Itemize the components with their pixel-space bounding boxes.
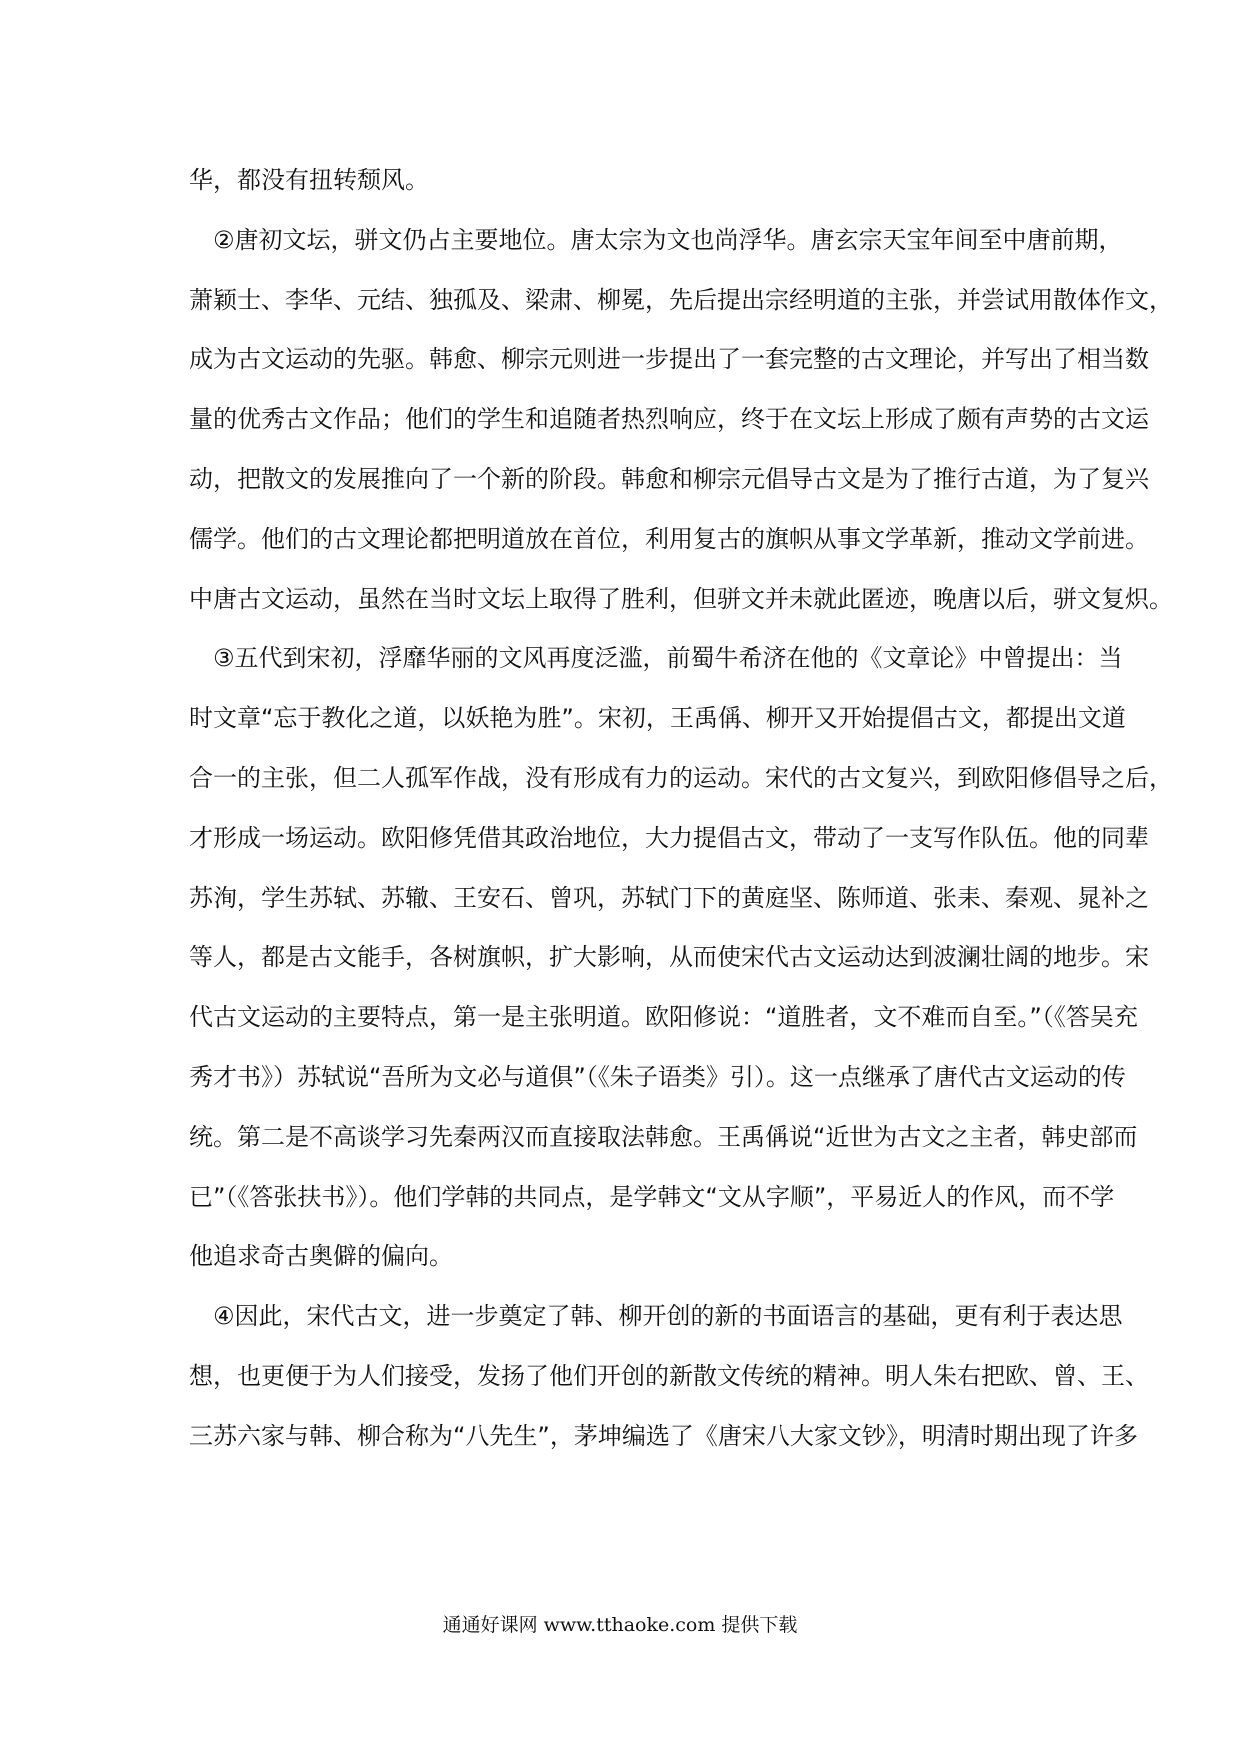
text-line: 动，把散文的发展推向了一个新的阶段。韩愈和柳宗元倡导古文是为了推行古道，为了复兴	[189, 464, 1149, 493]
text-line: 苏洵，学生苏轼、苏辙、王安石、曾巩，苏轼门下的黄庭坚、陈师道、张耒、秦观、晁补之	[189, 883, 1149, 912]
text-line: 萧颖士、李华、元结、独孤及、梁肃、柳冕，先后提出宗经明道的主张，并尝试用散体作文，	[189, 285, 1173, 314]
text-line: 等人，都是古文能手，各树旗帜，扩大影响，从而使宋代古文运动达到波澜壮阔的地步。宋	[189, 943, 1149, 972]
text-line: 他追求奇古奥僻的偏向。	[189, 1242, 453, 1271]
text-line: 代古文运动的主要特点，第一是主张明道。欧阳修说：“道胜者，文不难而自至。”（《答吴充	[189, 1003, 1138, 1032]
text-line: ④因此，宋代古文，进一步奠定了韩、柳开创的新的书面语言的基础，更有利于表达思	[189, 1302, 1123, 1331]
text-line: 三苏六家与韩、柳合称为“八先生”，茅坤编选了《唐宋八大家文钞》，明清时期出现了许多	[189, 1421, 1138, 1450]
text-line: 秀才书》）苏轼说“吾所为文必与道俱”（《朱子语类》引）。这一点继承了唐代古文运动的传	[189, 1062, 1126, 1091]
text-line: 儒学。他们的古文理论都把明道放在首位，利用复古的旗帜从事文学革新，推动文学前进。	[189, 524, 1149, 553]
text-line: 时文章“忘于教化之道，以妖艳为胜”。宋初，王禹偁、柳开又开始提倡古文，都提出文道	[189, 704, 1126, 733]
text-line: 成为古文运动的先驱。韩愈、柳宗元则进一步提出了一套完整的古文理论，并写出了相当数	[189, 345, 1149, 374]
text-line: 合一的主张，但二人孤军作战，没有形成有力的运动。宋代的古文复兴，到欧阳修倡导之后，	[189, 763, 1173, 792]
text-line: 量的优秀古文作品；他们的学生和追随者热烈响应，终于在文坛上形成了颇有声势的古文运	[189, 405, 1149, 434]
text-line: 统。第二是不高谈学习先秦两汉而直接取法韩愈。王禹偁说“近世为古文之主者，韩史部而	[189, 1122, 1138, 1151]
text-line: 想，也更便于为人们接受，发扬了他们开创的新散文传统的精神。明人朱右把欧、曾、王、	[189, 1361, 1149, 1390]
document-body	[189, 160, 1173, 1476]
text-line: 华，都没有扭转颓风。	[189, 166, 429, 194]
text-line: ②唐初文坛，骈文仍占主要地位。唐太宗为文也尚浮华。唐玄宗天宝年间至中唐前期，	[189, 225, 1123, 254]
text-line: ③五代到宋初，浮靡华丽的文风再度泛滥，前蜀牛希济在他的《文章论》中曾提出：当	[189, 644, 1123, 673]
text-line: 已”（《答张扶书》）。他们学韩的共同点，是学韩文“文从字顺”，平易近人的作风，而不学	[189, 1182, 1115, 1211]
page-footer: 通通好课网 www.tthaoke.com 提供下载	[442, 1614, 798, 1636]
text-line: 才形成一场运动。欧阳修凭借其政治地位，大力提倡古文，带动了一支写作队伍。他的同辈	[189, 823, 1149, 852]
text-line: 中唐古文运动，虽然在当时文坛上取得了胜利，但骈文并未就此匿迹，晚唐以后，骈文复炽。	[189, 584, 1173, 613]
